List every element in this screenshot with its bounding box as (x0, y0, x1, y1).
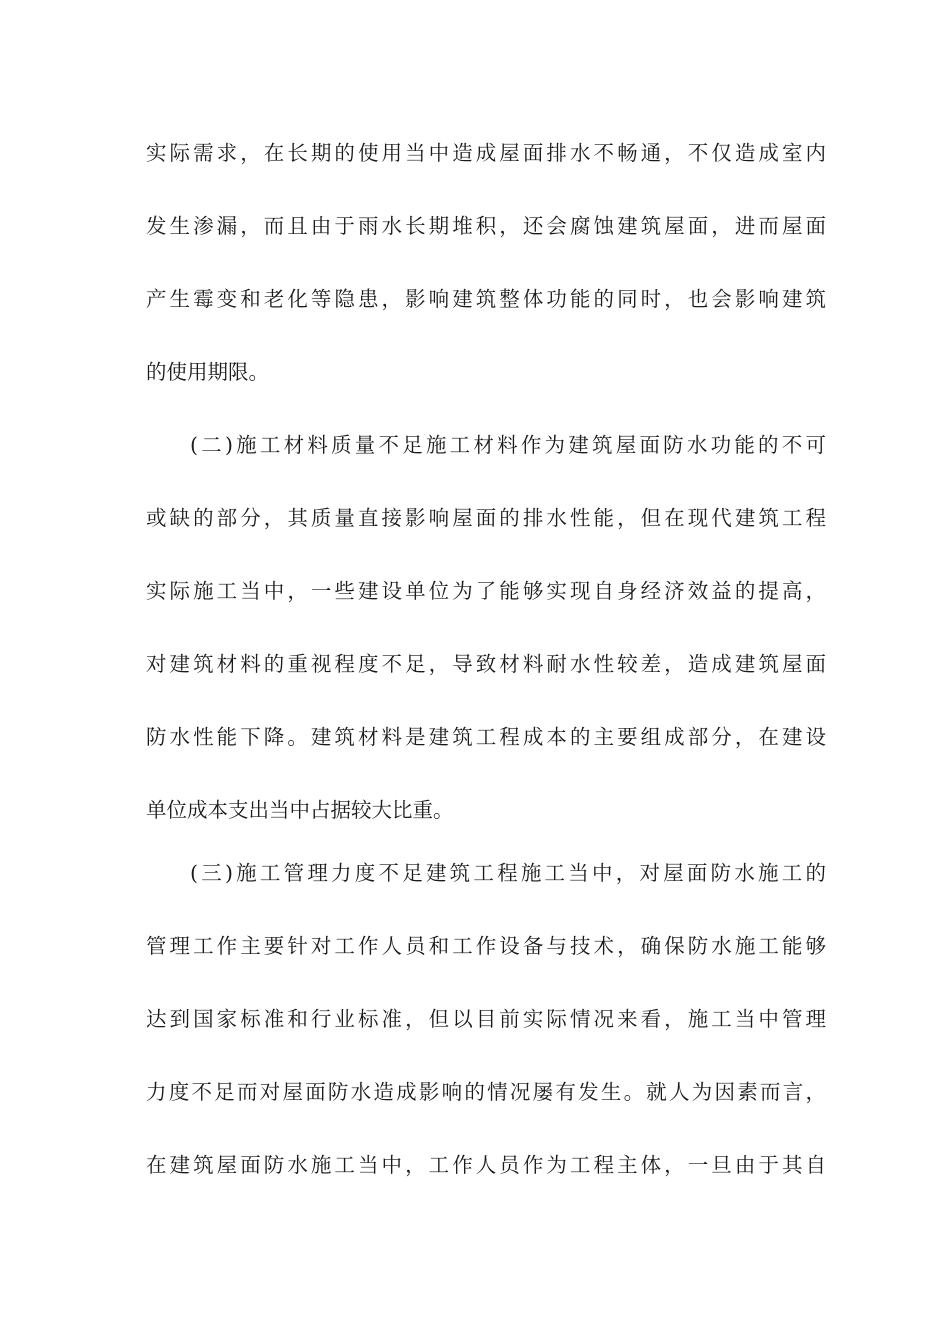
text-line: 实际施工当中，一些建设单位为了能够实现自身经济效益的提高， (146, 579, 826, 603)
text-line: 力度不足而对屋面防水造成影响的情况屡有发生。就人为因素而言， (146, 1080, 826, 1104)
text-line: 达到国家标准和行业标准，但以目前实际情况来看，施工当中管理 (146, 1007, 826, 1031)
text-line: 防水性能下降。建筑材料是建筑工程成本的主要组成部分，在建设 (146, 725, 826, 749)
text-line: 或缺的部分，其质量直接影响屋面的排水性能，但在现代建筑工程 (146, 506, 826, 530)
text-line: 的使用期限。 (146, 360, 269, 384)
text-line: 对建筑材料的重视程度不足，导致材料耐水性较差，造成建筑屋面 (146, 652, 826, 676)
section-heading-line: (二)施工材料质量不足施工材料作为建筑屋面防水功能的不可 (190, 433, 826, 457)
text-line: 实际需求，在长期的使用当中造成屋面排水不畅通，不仅造成室内 (146, 141, 826, 165)
text-line: 单位成本支出当中占据较大比重。 (146, 798, 454, 822)
text-line: 在建筑屋面防水施工当中，工作人员作为工程主体，一旦由于其自 (146, 1153, 826, 1177)
text-line: 产生霉变和老化等隐患，影响建筑整体功能的同时，也会影响建筑 (146, 287, 826, 311)
text-line: 发生渗漏，而且由于雨水长期堆积，还会腐蚀建筑屋面，进而屋面 (146, 214, 826, 238)
section-heading-line: (三)施工管理力度不足建筑工程施工当中，对屋面防水施工的 (190, 861, 826, 885)
text-line: 管理工作主要针对工作人员和工作设备与技术，确保防水施工能够 (146, 934, 826, 958)
